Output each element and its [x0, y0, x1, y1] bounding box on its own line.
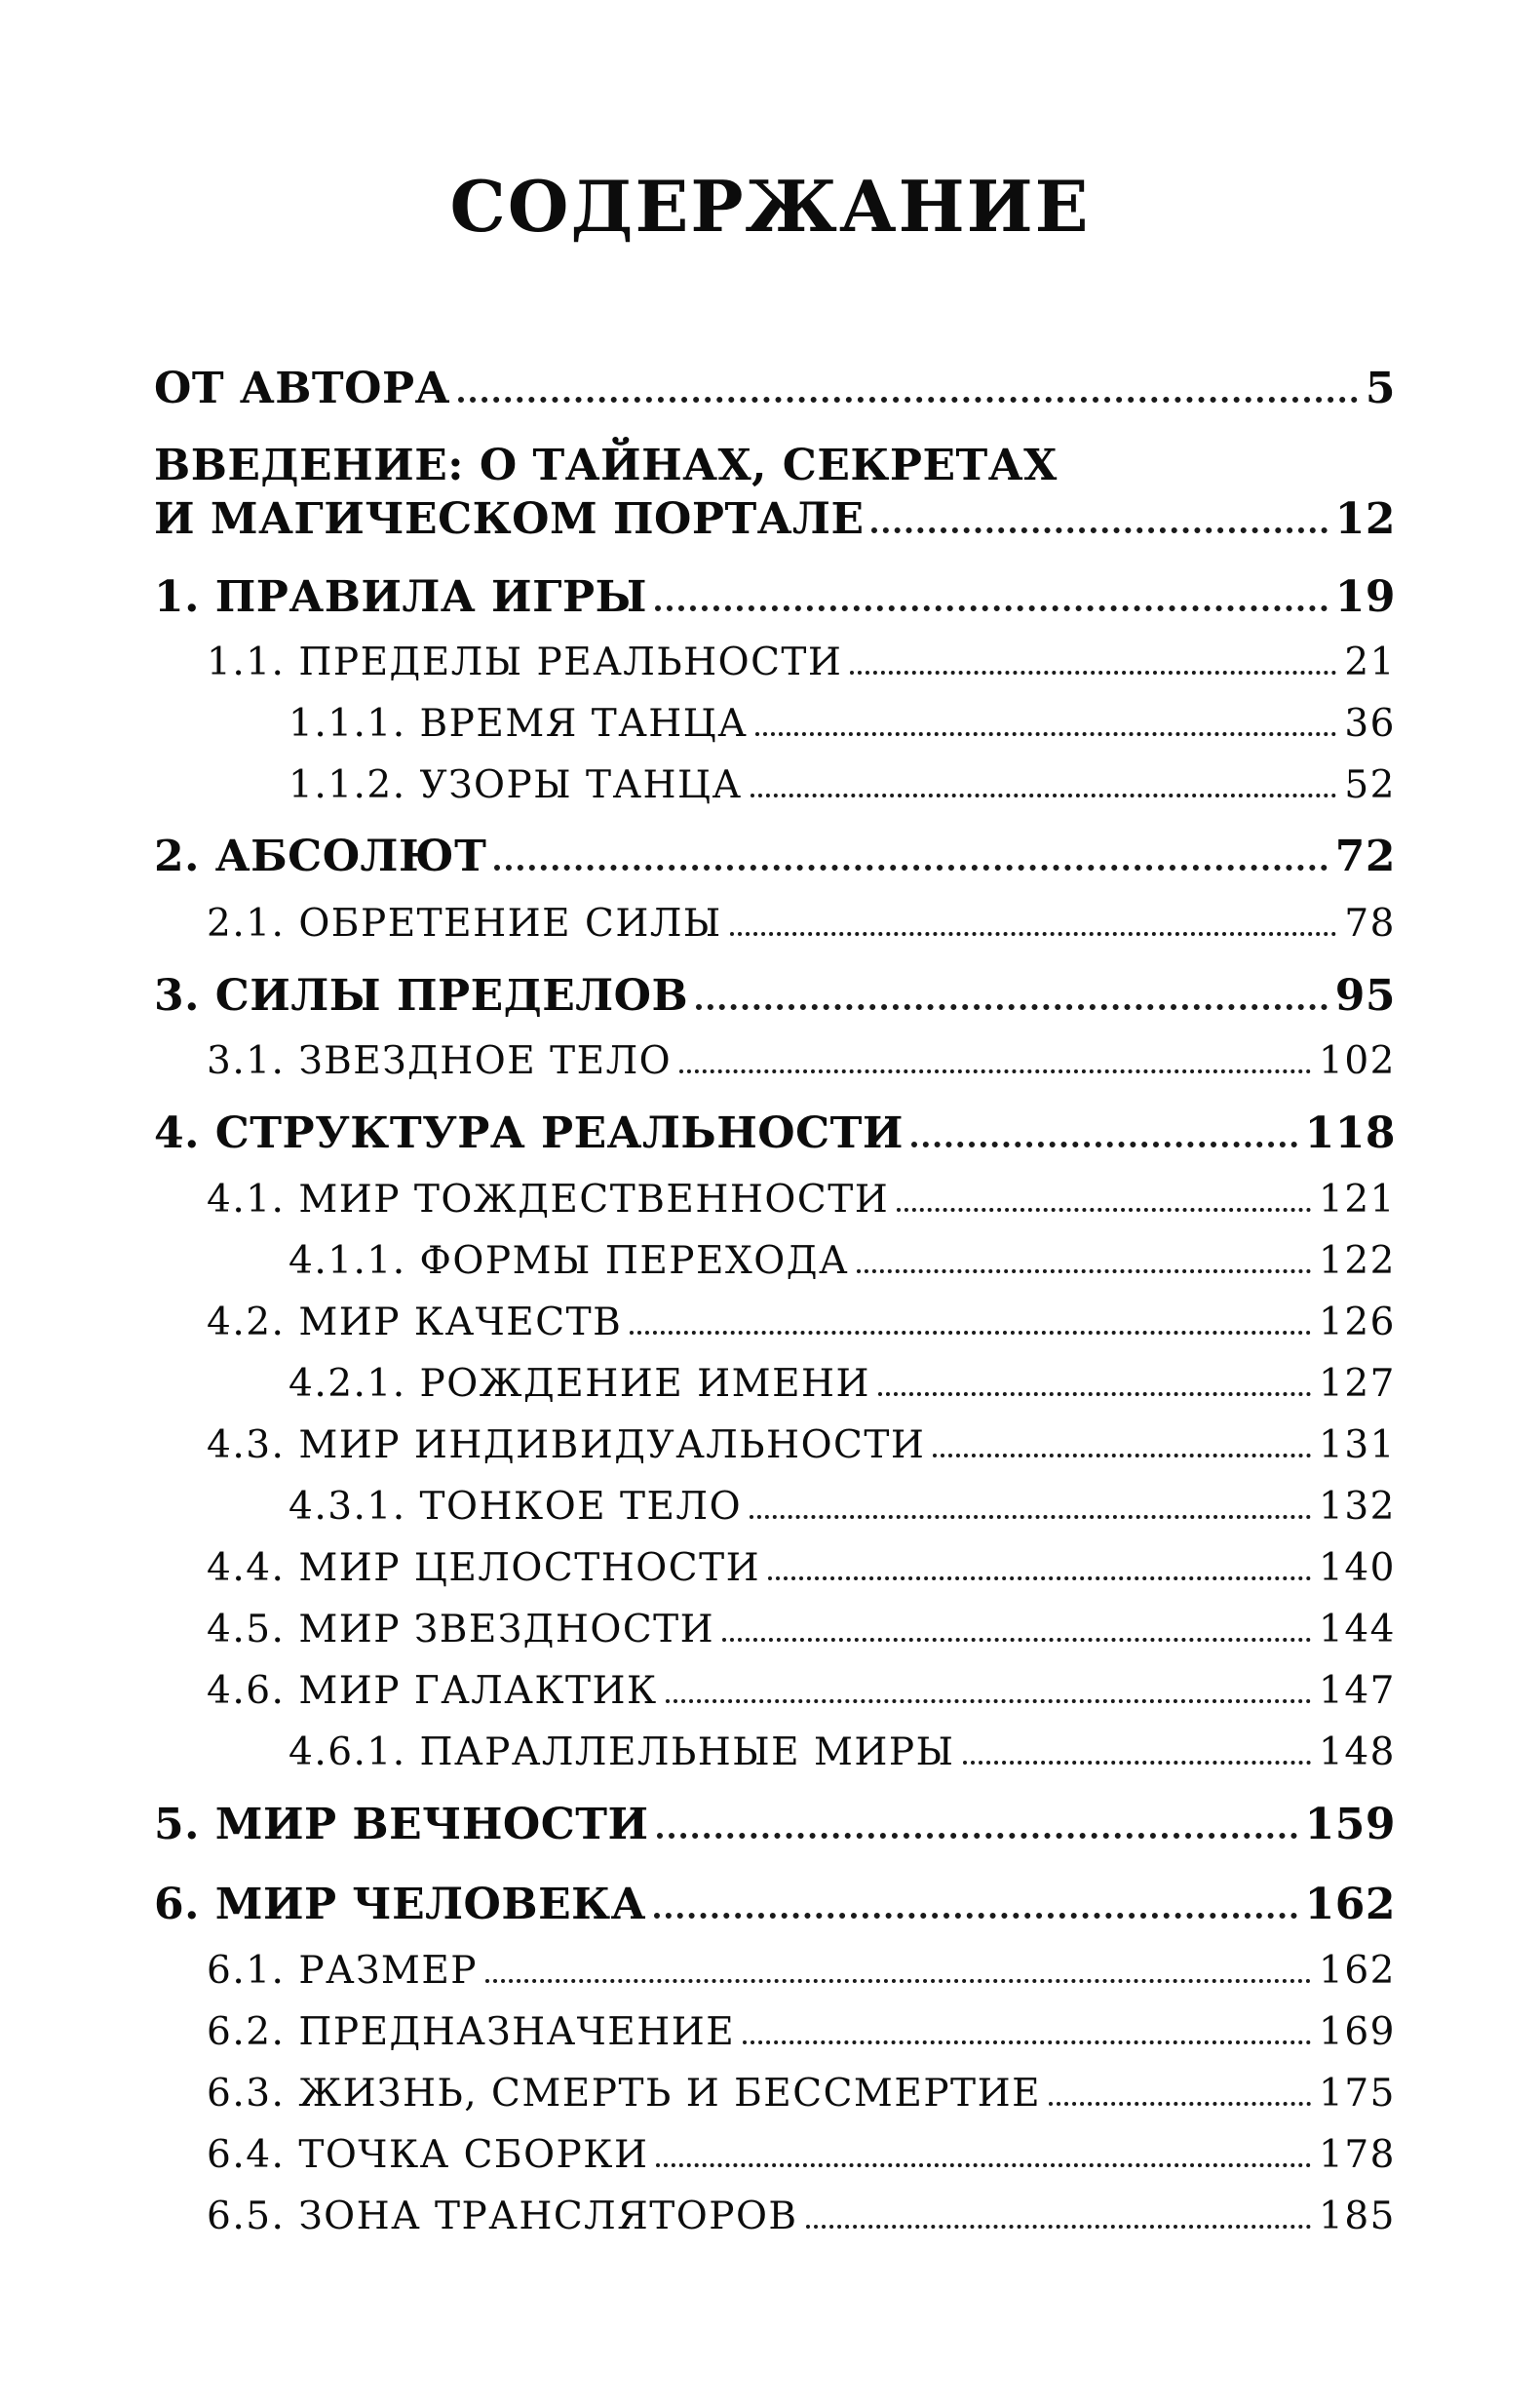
toc-entry-page: 140 [1319, 1546, 1396, 1590]
toc-entry-title: ОТ АВТОРА [154, 364, 450, 413]
toc-entry-section-6-3[interactable] [207, 2072, 1396, 2116]
toc-entry-title: 6.5. ЗОНА ТРАНСЛЯТОРОВ [207, 2194, 798, 2238]
dot-leader [657, 1833, 1297, 1839]
toc-entry-page: 162 [1304, 1880, 1396, 1929]
toc-entry-title: 3. СИЛЫ ПРЕДЕЛОВ [154, 971, 689, 1021]
toc-entry-page: 95 [1334, 971, 1396, 1021]
toc-entry-title: 4.3. МИР ИНДИВИДУАЛЬНОСТИ [207, 1423, 926, 1467]
toc-entry-title: 4. СТРУКТУРА РЕАЛЬНОСТИ [154, 1108, 904, 1158]
dot-leader [751, 794, 1337, 797]
toc-entry-page: 21 [1344, 641, 1396, 684]
dot-leader [485, 1979, 1311, 1983]
dot-leader [768, 1576, 1311, 1580]
dot-leader [1049, 2102, 1311, 2106]
toc-entry-title: 4.6. МИР ГАЛАКТИК [207, 1669, 658, 1713]
toc-entry-subsection-4-6-1[interactable] [289, 1730, 1396, 1774]
toc-entry-title: 4.6.1. ПАРАЛЛЕЛЬНЫЕ МИРЫ [289, 1730, 955, 1774]
toc-entry-title: 4.2. МИР КАЧЕСТВ [207, 1301, 623, 1344]
toc-entry-page: 19 [1334, 572, 1396, 622]
dot-leader [730, 932, 1337, 936]
toc-entry-section-4-5[interactable] [207, 1608, 1396, 1651]
toc-entry-title: 4.1.1. ФОРМЫ ПЕРЕХОДА [289, 1239, 849, 1283]
toc-entry-page: 132 [1319, 1485, 1396, 1529]
toc-entry-section-6-4[interactable] [207, 2133, 1396, 2177]
toc-entry-page: 78 [1344, 902, 1396, 946]
toc-entry-title: 4.5. МИР ЗВЕЗДНОСТИ [207, 1608, 715, 1651]
toc-entry-title: 2.1. ОБРЕТЕНИЕ СИЛЫ [207, 902, 722, 946]
toc-entry-page: 162 [1319, 1949, 1396, 1993]
toc-entry-title: 6.3. ЖИЗНЬ, СМЕРТЬ И БЕССМЕРТИЕ [207, 2072, 1042, 2116]
toc-entry-page: 126 [1319, 1301, 1396, 1344]
toc-entry-title: И МАГИЧЕСКОМ ПОРТАЛЕ [154, 494, 865, 544]
toc-entry-page: 185 [1319, 2194, 1396, 2238]
toc-entry-title: 4.2.1. РОЖДЕНИЕ ИМЕНИ [289, 1362, 871, 1406]
dot-leader [656, 2163, 1311, 2167]
toc-entry-title: 1.1.1. ВРЕМЯ ТАНЦА [289, 702, 749, 746]
toc-entry-chapter-2[interactable] [154, 832, 1396, 881]
dot-leader [494, 865, 1327, 871]
toc-entry-page: 122 [1319, 1239, 1396, 1283]
toc-entry-title: 4.1. МИР ТОЖДЕСТВЕННОСТИ [207, 1178, 890, 1222]
page-title: СОДЕРЖАНИЕ [449, 165, 1091, 248]
dot-leader [458, 397, 1358, 403]
toc-entry-page: 12 [1334, 494, 1396, 544]
toc-entry-page: 169 [1319, 2010, 1396, 2054]
toc-entry-page: 36 [1344, 702, 1396, 746]
toc-entry-title: 1.1.2. УЗОРЫ ТАНЦА [289, 763, 743, 807]
toc-entry-page: 131 [1319, 1423, 1396, 1467]
toc-entry-author[interactable] [154, 364, 1396, 413]
toc-entry-page: 175 [1319, 2072, 1396, 2116]
toc-entry-page: 127 [1319, 1362, 1396, 1406]
toc-entry-chapter-6[interactable] [154, 1880, 1396, 1929]
toc-entry-section-3-1[interactable] [207, 1039, 1396, 1083]
toc-entry-page: 147 [1319, 1669, 1396, 1713]
toc-entry-title: 1. ПРАВИЛА ИГРЫ [154, 572, 647, 622]
toc-entry-subsection-1-1-2[interactable] [289, 763, 1396, 807]
toc-entry-title: 2. АБСОЛЮТ [154, 832, 487, 881]
toc-entry-page: 144 [1319, 1608, 1396, 1651]
dot-leader [963, 1761, 1312, 1765]
dot-leader [750, 1515, 1311, 1519]
dot-leader [666, 1699, 1311, 1703]
dot-leader [871, 527, 1327, 533]
toc-entry-title: 3.1. ЗВЕЗДНОЕ ТЕЛО [207, 1039, 673, 1083]
toc-entry-chapter-5[interactable] [154, 1800, 1396, 1849]
toc-entry-section-4-2[interactable] [207, 1301, 1396, 1344]
toc-entry-chapter-4[interactable] [154, 1108, 1396, 1158]
toc-entry-section-2-1[interactable] [207, 902, 1396, 946]
toc-entry-page: 72 [1334, 832, 1396, 881]
toc-entry-title: 6. МИР ЧЕЛОВЕКА [154, 1880, 646, 1929]
toc-entry-section-6-5[interactable] [207, 2194, 1396, 2238]
toc-entry-subsection-1-1-1[interactable] [289, 702, 1396, 746]
toc-entry-subsection-4-3-1[interactable] [289, 1485, 1396, 1529]
toc-entry-chapter-3[interactable] [154, 971, 1396, 1021]
dot-leader [933, 1454, 1311, 1457]
toc-entry-section-4-4[interactable] [207, 1546, 1396, 1590]
dot-leader [911, 1142, 1297, 1147]
dot-leader [806, 2225, 1311, 2229]
toc-entry-title: 1.1. ПРЕДЕЛЫ РЕАЛЬНОСТИ [207, 641, 843, 684]
toc-entry-intro[interactable] [154, 494, 1396, 544]
toc-entry-section-6-1[interactable] [207, 1949, 1396, 1993]
dot-leader [696, 1004, 1328, 1010]
dot-leader [722, 1638, 1311, 1642]
toc-entry-page: 121 [1319, 1178, 1396, 1222]
toc-entry-intro-line1[interactable]: ВВЕДЕНИЕ: О ТАЙНАХ, СЕКРЕТАХ [154, 441, 1058, 490]
toc-entry-title: 5. МИР ВЕЧНОСТИ [154, 1800, 649, 1849]
toc-entry-page: 102 [1319, 1039, 1396, 1083]
dot-leader [630, 1331, 1311, 1335]
dot-leader [857, 1269, 1311, 1273]
toc-entry-page: 5 [1365, 364, 1396, 413]
dot-leader [743, 2040, 1311, 2044]
toc-entry-page: 159 [1304, 1800, 1396, 1849]
toc-entry-subsection-4-2-1[interactable] [289, 1362, 1396, 1406]
toc-entry-page: 148 [1319, 1730, 1396, 1774]
toc-entry-title: 4.4. МИР ЦЕЛОСТНОСТИ [207, 1546, 761, 1590]
dot-leader [897, 1208, 1311, 1212]
dot-leader [850, 671, 1336, 675]
toc-entry-chapter-1[interactable] [154, 572, 1396, 622]
toc-entry-title: 6.2. ПРЕДНАЗНАЧЕНИЕ [207, 2010, 736, 2054]
toc-entry-section-1-1[interactable] [207, 641, 1396, 684]
toc-entry-subsection-4-1-1[interactable] [289, 1239, 1396, 1283]
toc-entry-section-4-1[interactable] [207, 1178, 1396, 1222]
toc-entry-title: 6.4. ТОЧКА СБОРКИ [207, 2133, 649, 2177]
dot-leader [654, 1913, 1297, 1919]
dot-leader [878, 1392, 1311, 1396]
toc-entry-title: 6.1. РАЗМЕР [207, 1949, 479, 1993]
toc-entry-section-4-3[interactable] [207, 1423, 1396, 1467]
dot-leader [655, 605, 1328, 611]
toc-entry-page: 52 [1344, 763, 1396, 807]
toc-entry-title: 4.3.1. ТОНКОЕ ТЕЛО [289, 1485, 743, 1529]
dot-leader [755, 732, 1336, 736]
toc-entry-page: 178 [1319, 2133, 1396, 2177]
toc-entry-page: 118 [1304, 1108, 1396, 1158]
dot-leader [679, 1069, 1311, 1073]
toc-entry-section-6-2[interactable] [207, 2010, 1396, 2054]
toc-entry-section-4-6[interactable] [207, 1669, 1396, 1713]
